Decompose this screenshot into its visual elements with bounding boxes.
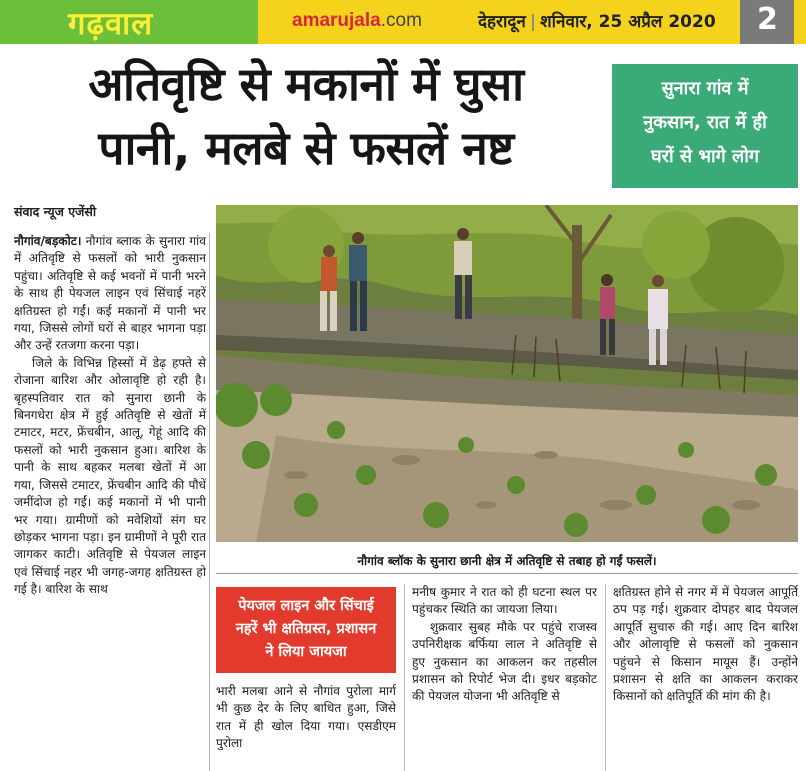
article-dateline: नौगांव/बड़कोट। [14,234,82,248]
article-column-3 [412,584,597,771]
page-number: 2 [757,2,778,37]
article-column-2 [216,683,396,771]
subhead-line-1: सुनारा गांव में [661,78,749,99]
news-photo [216,205,798,542]
dateline-separator: | [529,12,537,32]
section-name: गढ़वाल [68,6,154,42]
page-number-box [740,0,794,44]
headline-line-1: अतिवृष्टि से मकानों में घुसा [88,57,524,111]
site-logo[interactable] [292,10,422,32]
edition-dateline [478,9,716,32]
section-tag [0,0,258,44]
subhead-line-2: नुकसान, रात में ही [643,112,767,133]
site-tld: .com [380,10,422,31]
pull-quote-line-3: ने लिया जायजा [265,644,347,660]
pull-quote-line-2: नहरें भी क्षतिग्रस्त, प्रशासन [235,621,377,637]
byline: संवाद न्यूज एजेंसी [14,204,97,219]
subhead-line-3: घरों से भागे लोग [650,146,760,167]
article-paragraph: जिले के विभिन्न हिस्सों में डेढ़ हफ्ते से रोजाना बारिश और ओलावृष्टि हो रही है। बृहस्पतिवार रात को सुनारा छानी के बिनगधेरा क्षेत्र में हुई अतिवृष्टि से खेतों में टमाटर, मटर, फ्रेंचबीन, आलू, गेहूं आदि की फसलों को भारी नुकसान हुआ। बारिश के पानी के साथ बहकर मलबा खेतों में आ गया, जिससे टमाटर, फ्रेंचबीन आदि की पौधें जमींदोज हो गईं। कई मकानों में भी पानी भर गया। ग्रामीणों को मवेशियों संग घर छोड़कर भागना पड़ा। इन ग्रामीणों ने पूरी रात जागकर काटी। अतिवृष्टि से पेयजल लाइन एवं सिंचाई नहर भी जगह-जगह क्षतिग्रस्त हो गई है। बारिश के साथ [14,355,206,597]
article-paragraph: भारी मलबा आने से नौगांव पुरोला मार्ग भी कुछ देर के लिए बाधित हुआ, जिसे रात में ही खोल दिया गया। एसडीएम पुरोला [216,684,396,751]
flood-field-illustration [216,205,798,542]
subhead-box [612,64,798,188]
site-name-text: amarujala [292,10,381,31]
article-paragraph: शुक्रवार सुबह मौके पर पहुंचे राजस्व उपनिरीक्षक बर्फिया लाल ने अतिवृष्टि से हुए नुकसान का आकलन कर तहसील प्रशासन को रिपोर्ट भेज दी। इधर बड़कोट की पेयजल योजना भी अतिवृष्टि से [412,619,597,704]
article-column-4 [613,584,798,771]
edition-city: देहरादून [478,12,526,32]
photo-caption: नौगांव ब्लॉक के सुनारा छानी क्षेत्र में अतिवृष्टि से तबाह हो गईं फसलें। [216,548,798,574]
article-paragraph: मनीष कुमार ने रात को ही घटना स्थल पर पहुंचकर स्थिति का जायजा लिया। [412,585,597,617]
headline-line-2: पानी, मलबे से फसलें नष्ट [98,121,514,175]
article-column-1 [14,233,206,771]
article-paragraph: क्षतिग्रस्त होने से नगर में में पेयजल आपूर्ति ठप पड़ गई। शुक्रवार दोपहर बाद पेयजल आपूर्ति सुचारु की गई। आए दिन बारिश और ओलावृष्टि से फसलों को नुकसान पहुंचने से किसान मायूस हैं। उन्होंने प्रशासन से क्षति का आकलन कराकर किसानों को क्षतिपूर्ति की मांग की है। [613,585,798,704]
pull-quote-line-1: पेयजल लाइन और सिंचाई [238,598,374,614]
pull-quote-box [216,587,396,673]
headline [8,52,604,180]
column-divider [209,233,210,771]
article-paragraph [14,233,206,355]
edition-date: शनिवार, 25 अप्रैल 2020 [540,12,716,32]
column-divider [404,584,405,771]
column-divider [605,584,606,771]
article-text: नौगांव ब्लाक के सुनारा गांव में अतिवृष्टि से फसलों को भारी नुकसान पहुंचा। अतिवृष्टि से कई भवनों में पानी भरने के साथ ही पेयजल लाइन एवं सिंचाई नहरें क्षतिग्रस्त हो गईं। कई मकानों में पानी भर गया, जिससे लोगों घरों से बाहर भागना पड़ा और उन्हें रतजगा करना पड़ा। [14,234,206,353]
